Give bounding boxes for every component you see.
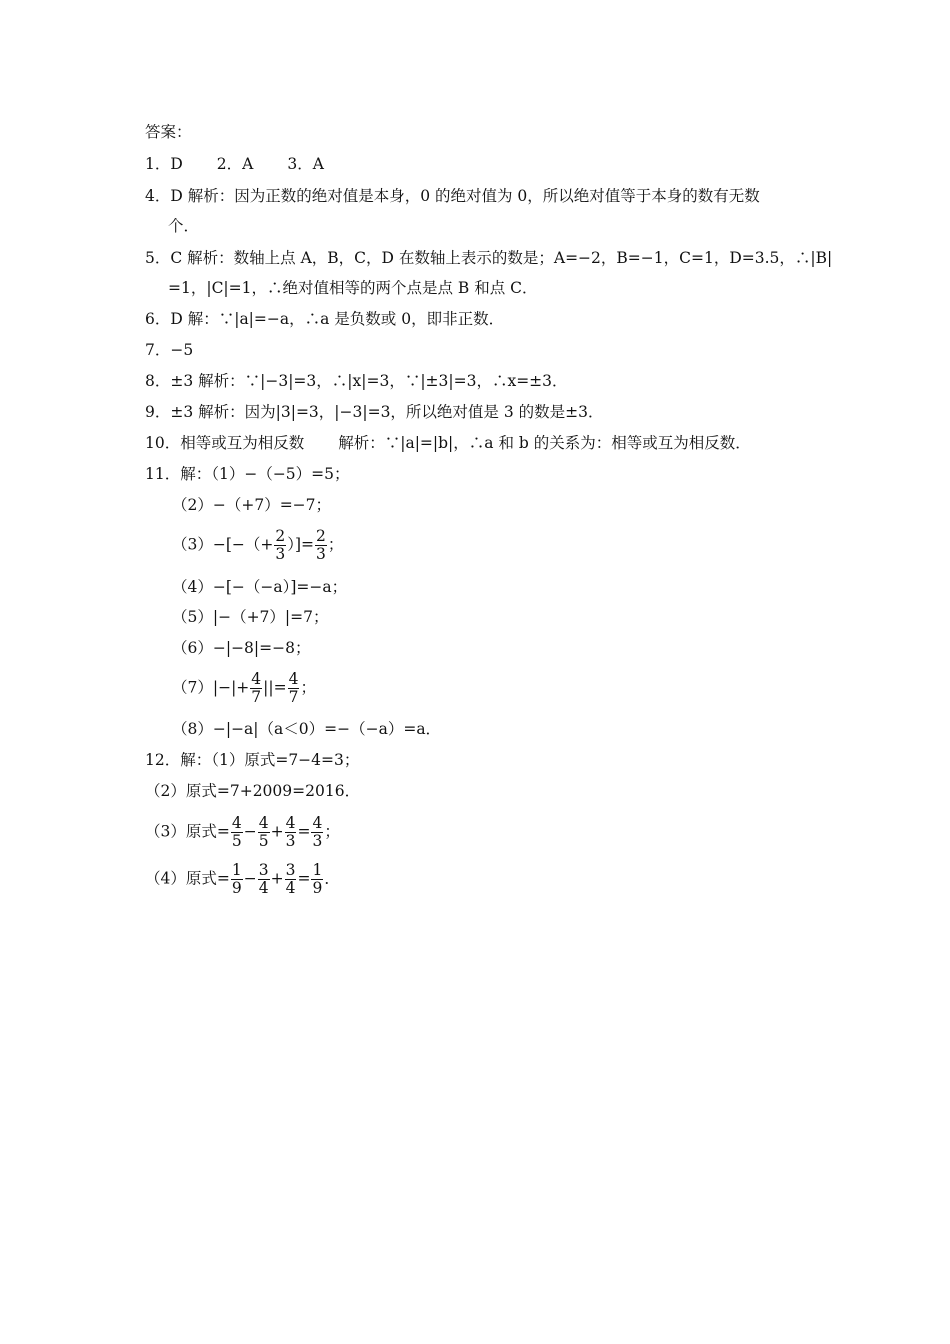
answer-11-2: （2）−（+7）=−7； [172, 496, 332, 514]
answer-11-7: （7）|−|+ $\frac{4}{7}$ ||= $\frac{4}{7}$ ； [172, 670, 316, 706]
answer-3: 3．A [287, 155, 324, 173]
fraction: $\frac{4}{3}$ [285, 814, 296, 850]
fraction: $\frac{3}{4}$ [258, 861, 269, 897]
answer-10-answer: 10．相等或互为相反数 [145, 434, 305, 452]
fraction: $\frac{4}{5}$ [258, 814, 269, 850]
answer-5-line1: 5．C 解析：数轴上点 A，B，C，D 在数轴上表示的数是；A=−2，B=−1，C=1，D=3.5，∴|B| [145, 249, 833, 267]
fraction: $\frac{3}{4}$ [285, 861, 296, 897]
fraction: $\frac{1}{9}$ [231, 861, 242, 897]
fraction: $\frac{4}{5}$ [231, 814, 242, 850]
answer-11-6: （6）−|−8|=−8； [172, 639, 311, 657]
answer-4-line2: 个． [168, 217, 200, 235]
answer-5-line2: =1，|C|=1，∴绝对值相等的两个点是点 B 和点 C． [168, 279, 538, 297]
fraction: $\frac{2}{3}$ [316, 527, 326, 563]
answer-11-4: （4）−[−（−a）]=−a； [172, 578, 348, 596]
answer-9: 9．±3 解析：因为|3|=3，|−3|=3，所以绝对值是 3 的数是±3． [145, 403, 604, 421]
fraction: $\frac{2}{3}$ [275, 527, 286, 563]
answer-11-3: （3）−[−（+ $\frac{2}{3}$ ）]= $\frac{2}{3}$ ； [172, 527, 344, 563]
fraction: $\frac{4}{7}$ [251, 670, 262, 706]
answer-2: 2．A [216, 155, 254, 173]
answer-12-2: （2）原式=7+2009=2016． [145, 782, 361, 800]
answer-11-5: （5）|−（+7）|=7； [172, 608, 329, 626]
answer-11-head: 11．解：（1）−（−5）=5； [145, 465, 350, 483]
answer-11-8: （8）−|−a|（a＜0）=−（−a）=a． [172, 720, 442, 738]
answer-8: 8．±3 解析：∵|−3|=3，∴|x|=3，∵|±3|=3，∴x=±3． [145, 372, 568, 390]
answer-10 [145, 433, 751, 453]
fraction: $\frac{1}{9}$ [312, 861, 323, 897]
answer-1-3 [145, 154, 324, 174]
answer-title: 答案： [145, 123, 192, 141]
fraction: $\frac{4}{7}$ [288, 670, 299, 706]
answer-12-3: （3）原式= $\frac{4}{5}$ − $\frac{4}{5}$ + $\frac{4}{3}$ = $\frac{4}{3}$ ； [145, 814, 340, 850]
fraction: $\frac{4}{3}$ [312, 814, 323, 850]
answer-10-explanation: 解析：∵|a|=|b|，∴a 和 b 的关系为：相等或互为相反数． [338, 434, 751, 452]
answer-12-4: （4）原式= $\frac{1}{9}$ − $\frac{3}{4}$ + $\frac{3}{4}$ = $\frac{1}{9}$ ． [145, 861, 340, 897]
answer-1: 1．D [145, 155, 183, 173]
answer-7: 7．−5 [145, 341, 194, 359]
answer-6: 6．D 解：∵|a|=−a，∴a 是负数或 0，即非正数． [145, 310, 505, 328]
answer-4-line1: 4．D 解析：因为正数的绝对值是本身，0 的绝对值为 0，所以绝对值等于本身的数有无数 [145, 187, 760, 205]
answer-12-head: 12．解：（1）原式=7−4=3； [145, 751, 360, 769]
